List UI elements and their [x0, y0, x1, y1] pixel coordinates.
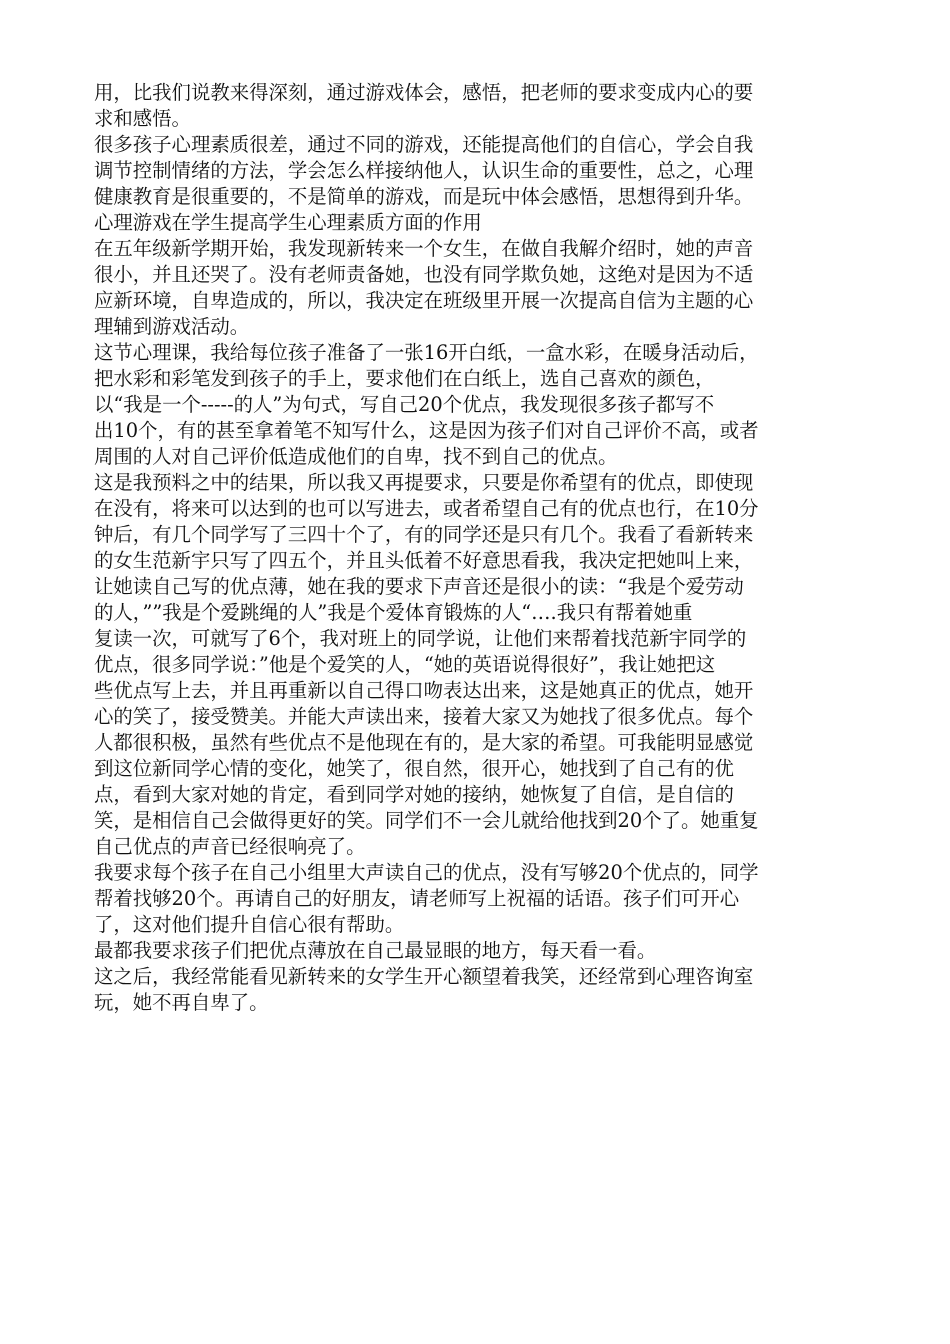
section-heading: 心理游戏在学生提高学生心理素质方面的作用 [94, 211, 482, 234]
document-body [94, 80, 864, 1016]
paragraph-2: 很多孩子心理素质很差，通过不同的游戏，还能提高他们的自信心，学会自我 调节控制情绪的方法，学会怎么样接纳他人，认识生命的重要性，总之，心理 健康教育是很重要的，不是简单的游戏，而是玩中体会感悟，思想得到升华。 [94, 133, 754, 208]
paragraph-5: 这是我预料之中的结果，所以我又再提要求，只要是你希望有的优点，即使现 在没有，将来可以达到的也可以写进去，或者希望自己有的优点也行，在10分 钟后，有几个同学写了三四十个了，有的同学还是只有几个。我看了看新转来 的女生范新宇只写了四五个，并且头低着不好意思看我，我决定把她叫上来， 让她读自己写的优点薄，她在我的要求下声音还是很小的读：“我是个爱劳动 的人，””我是个爱跳绳的人”我是个爱体育锻炼的人“….我只有帮着她重 复读一次，可就写了6个，我对班上的同学说，让他们来帮着找范新宇同学的 优点，很多同学说：”他是个爱笑的人，“她的英语说得很好”，我让她把这 些优点写上去，并且再重新以自己得口吻表达出来，这是她真正的优点，她开 心的笑了，接受赞美。并能大声读出来，接着大家又为她找了很多优点。每个 人都很积极，虽然有些优点不是他现在有的，是大家的希望。可我能明显感觉 到这位新同学心情的变化，她笑了，很自然，很开心，她找到了自己有的优 点，看到大家对她的肯定，看到同学对她的接纳，她恢复了自信，是自信的 笑，是相信自己会做得更好的笑。同学们不一会儿就给他找到20个了。她重复 自己优点的声音已经很响亮了。 [94, 471, 759, 858]
paragraph-4: 这节心理课，我给每位孩子准备了一张16开白纸，一盒水彩，在暖身活动后， 把水彩和彩笔发到孩子的手上，要求他们在白纸上，选自己喜欢的颜色， 以“我是一个-----的人”为句式，写自己20个优点，我发现很多孩子都写不 出10个，有的甚至拿着笔不知写什么，这是因为孩子们对自己评价不高，或者 周围的人对自己评价低造成他们的自卑，找不到自己的优点。 [94, 341, 759, 468]
paragraph-3: 在五年级新学期开始，我发现新转来一个女生，在做自我解介绍时，她的声音 很小，并且还哭了。没有老师责备她，也没有同学欺负她，这绝对是因为不适 应新环境，自卑造成的，所以，我决定在班级里开展一次提高自信为主题的心 理辅到游戏活动。 [94, 237, 754, 338]
paragraph-8: 这之后，我经常能看见新转来的女学生开心额望着我笑，还经常到心理咨询室 玩，她不再自卑了。 [94, 965, 754, 1014]
paragraph-6: 我要求每个孩子在自己小组里大声读自己的优点，没有写够20个优点的，同学 帮着找够20个。再请自己的好朋友，请老师写上祝福的话语。孩子们可开心 了，这对他们提升自信心很有帮助。 [94, 861, 759, 936]
paragraph-1: 用，比我们说教来得深刻，通过游戏体会，感悟，把老师的要求变成内心的要 求和感悟。 [94, 81, 754, 130]
paragraph-7: 最都我要求孩子们把优点薄放在自己最显眼的地方，每天看一看。 [94, 939, 657, 962]
